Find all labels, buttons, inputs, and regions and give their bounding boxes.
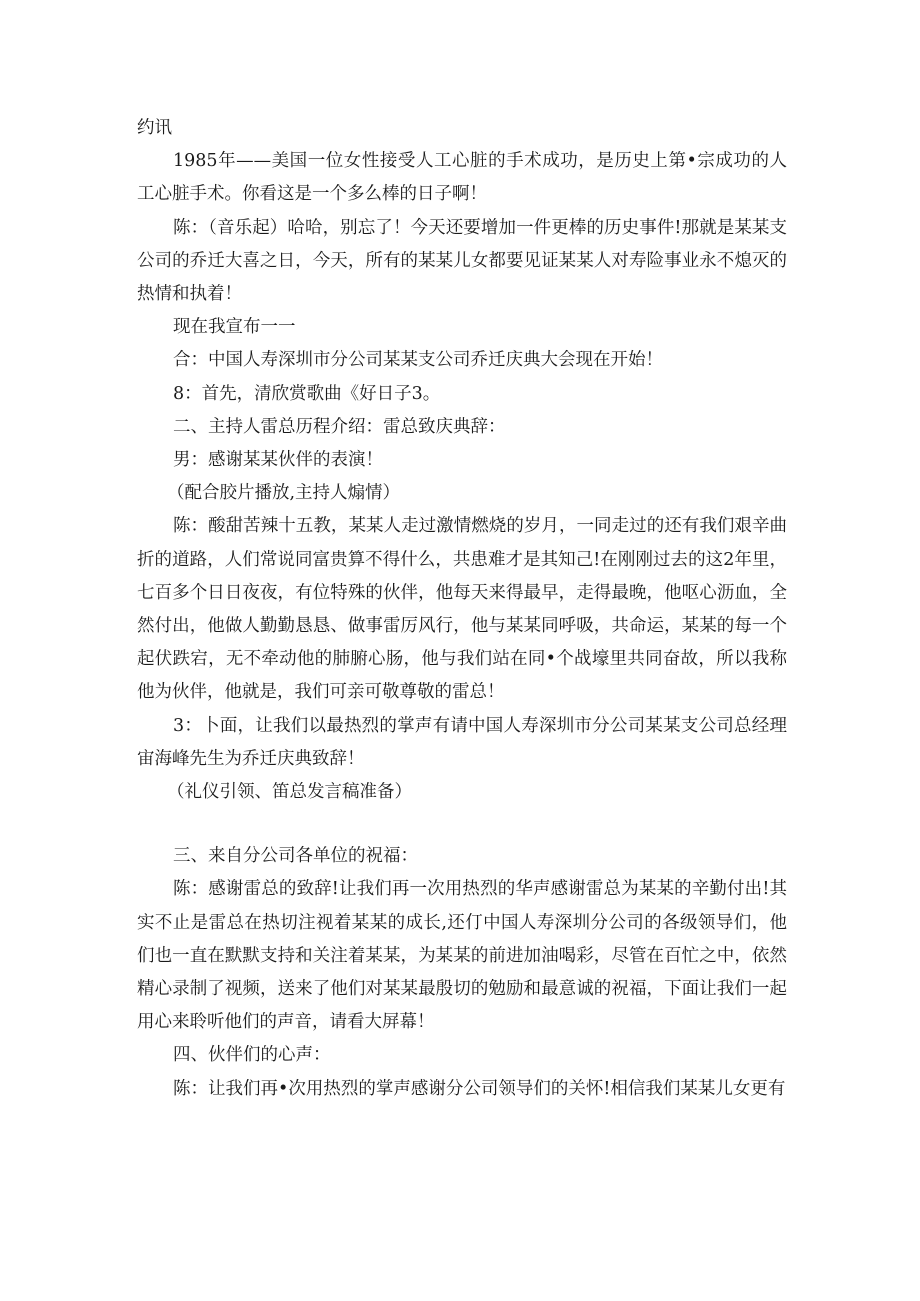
paragraph-announce: 现在我宣布一一 xyxy=(173,317,296,338)
section-heading-two: 二、主持人雷总历程介绍：雷总致庆典辞： xyxy=(173,416,506,437)
paragraph-together-start: 合：中国人寿深圳市分公司某某支公司乔迁庆典大会现在开始！ xyxy=(173,350,663,371)
paragraph-chen-music: 陈：（音乐起）哈哈，别忘了！今天还要增加一件更棒的历史事件!那就是某某支公司的乔迁大喜之日，今天，所有的某某儿女都要见证某某人对寿险事业永不熄灭的热情和执着！ xyxy=(137,217,787,305)
stage-direction-film: （配合胶片播放,主持人煽情） xyxy=(167,483,401,504)
paragraph-heading-fragment: 约讯 xyxy=(137,118,172,138)
paragraph-history-1985: 1985年——美国一位女性接受人工心脏的手术成功，是历史上第•宗成功的人工心脏手术。你看这是一个多么棒的日子啊！ xyxy=(137,151,787,205)
paragraph-chen-tribute: 陈：酸甜苦辣十五教，某某人走过激情燃烧的岁月，一同走过的还有我们艰辛曲折的道路，人们常说同富贵算不得什么，共患难才是其知己!在刚刚过去的这2年里，七百多个日日夜夜，有位特殊的伙伴，他每天来得最早，走得最晚，他呕心沥血，全然付出，他做人勤勤恳恳、做事雷厉风行，他与某某同呼吸，共命运，某某的每一个起伏跌宕，无不牵动他的肺腑心肠，他与我们站在同•个战壕里共同奋故，所以我称他为伙伴，他就是，我们可亲可敬尊敬的雷总！ xyxy=(137,516,787,703)
paragraph-spacer xyxy=(137,809,787,840)
section-heading-three: 三、来自分公司各单位的祝福： xyxy=(173,846,418,867)
paragraph-invite-speech: 3：卜面，让我们以最热烈的掌声有请中国人寿深圳市分公司某某支公司总经理宙海峰先生为乔迁庆典致辞！ xyxy=(137,715,787,769)
paragraph-chen-thanks-leaders: 陈：让我们再•次用热烈的掌声感谢分公司领导们的关怀!相信我们某某儿女更有 xyxy=(173,1078,786,1099)
section-heading-four: 四、伙伴们的心声： xyxy=(173,1045,331,1066)
paragraph-male-thanks: 男：感谢某某伙伴的表演！ xyxy=(173,450,383,471)
document-body xyxy=(137,112,787,1106)
stage-direction-etiquette: （礼仪引领、笛总发言稿准备） xyxy=(167,782,412,803)
paragraph-song: 8：首先，清欣赏歌曲《好日子3。 xyxy=(173,383,441,404)
paragraph-chen-blessings: 陈：感谢雷总的致辞!让我们再一次用热烈的华声感谢雷总为某某的辛勤付出!其实不止是雷总在热切注视着某某的成长,还仃中国人寿深圳分公司的各级领导们，他们也一直在默默支持和关注着某某，为某某的前进加油喝彩，尽管在百忙之中，依然精心录制了视频，送来了他们对某某最殷切的勉励和最意诚的祝福，下面让我们一起用心来聆听他们的声音，请看大屏幕！ xyxy=(137,879,787,1033)
